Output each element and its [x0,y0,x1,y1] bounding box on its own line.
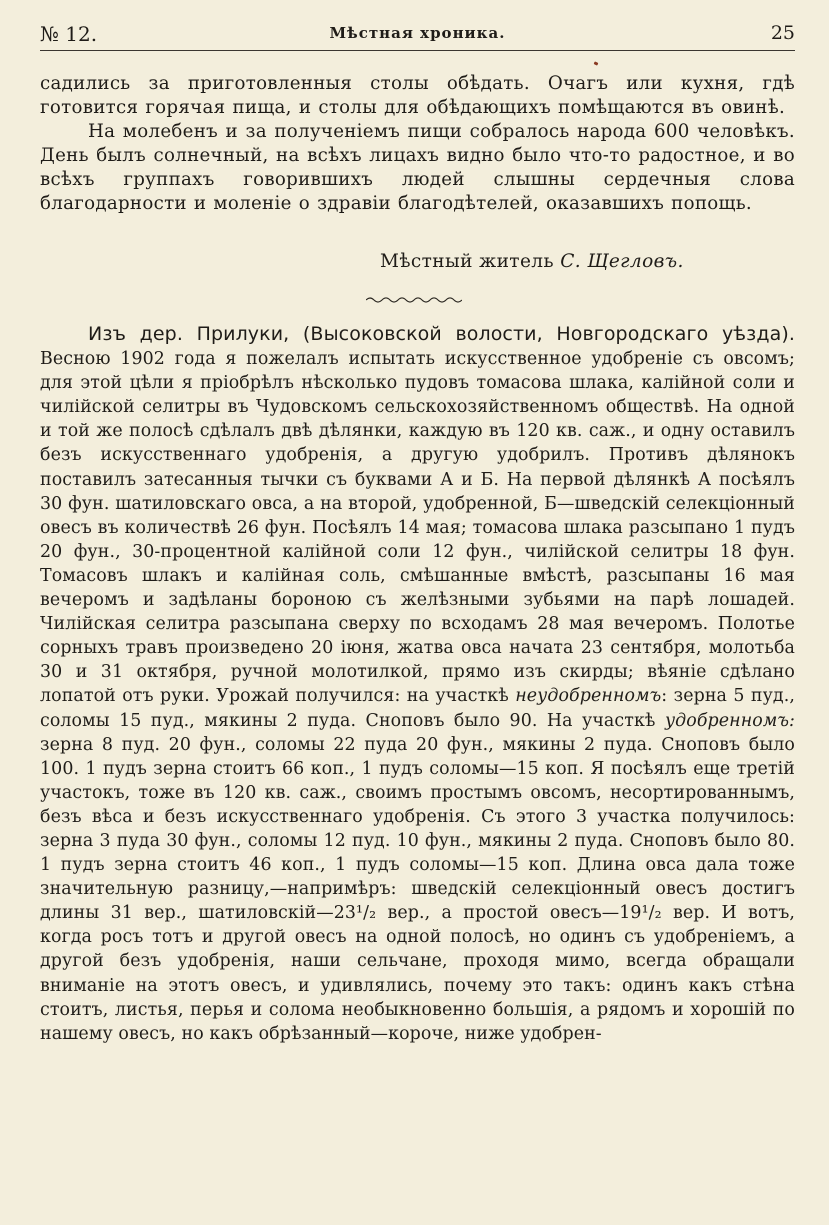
paragraph-2: На молебенъ и за полученіемъ пищи собралось народа 600 человѣкъ. День былъ солнечный, на всѣхъ лицахъ видно было что-то радостное, и во всѣхъ группахъ говорившихъ людей слышны сердечныя слова благодарности и моленіе о здравіи благодѣтелей, оказавшихъ попощь. [40,121,795,215]
running-header [40,18,795,51]
body-text-3: зерна 8 пуд. 20 фун., соломы 22 пуда 20 фун., мякины 2 пуда. Сноповъ было 100. 1 пудъ зерна стоитъ 66 коп., 1 пудъ соломы—15 коп. Я посѣялъ еще третій участокъ, тоже въ 120 кв. саж., своимъ простымъ овсомъ, несортированнымъ, безъ вѣса и безъ искусственнаго удобренія. Съ этого 3 участка получилось: зерна 3 пуда 30 фун., соломы 12 пуд. 10 фун., мякины 2 пуда. Сноповъ было 80. 1 пудъ зерна стоитъ 46 коп., 1 пудъ соломы—15 коп. Длина овса дала тоже значительную разницу,—напримѣръ: шведскій селекціонный овесъ достигъ длины 31 вер., шатиловскій—23¹/₂ вер., а простой овесъ—19¹/₂ вер. И вотъ, когда росъ тотъ и другой овесъ на одной полосѣ, но одинъ съ удобреніемъ, а другой безъ удобренія, наши сельчане, проходя мимо, всегда обращали вниманіе на этотъ овесъ, и удивлялись, почему это такъ: одинъ какъ стѣна стоитъ, листья, перья и солома необыкновенно большія, а рядомъ и хорошій по нашему овесъ, но какъ обрѣзанный—короче, ниже удобрен- [40,734,795,1044]
paragraph-1: садились за приготовленныя столы обѣдать. Очагъ или кухня, гдѣ готовится горячая пища, и столы для обѣдающихъ помѣщаются въ овинѣ. [40,73,795,119]
body-text-2: : зерна 5 пуд., соломы 15 пуд., мякины 2 пуда. Сноповъ было 90. На участкѣ [40,686,795,731]
ink-speck [594,61,599,65]
article-body [40,322,795,1046]
body-text-1: Весною 1902 года я пожелалъ испытать искусственное удобреніе съ овсомъ; для этой цѣли я пріобрѣлъ нѣсколько пудовъ томасова шлака, калійной соли и чилійской селитры въ Чудовскомъ сельскохозяйственномъ обществѣ. На одной и той же полосѣ сдѣлалъ двѣ дѣлянки, каждую въ 120 кв. саж., и одну оставилъ безъ искусственнаго удобренія, а другую удобрилъ. Противъ дѣлянокъ поставилъ затесанныя тычки съ буквами А и Б. На первой дѣлянкѣ А посѣялъ 30 фун. шатиловскаго овса, а на второй, удобренной, Б—шведскій селекціонный овесъ въ количествѣ 26 фун. Посѣялъ 14 мая; томасова шлака разсыпано 1 пудъ 20 фун., 30-процентной калійной соли 12 фун., чилійской селитры 18 фун. Томасовъ шлакъ и калійная соль, смѣшанные вмѣстѣ, разсыпаны 16 мая вечеромъ и задѣланы бороною съ желѣзными зубьями на парѣ лошадей. Чилійская селитра разсыпана сверху по всходамъ 28 мая вечеромъ. Полотье сорныхъ травъ произведено 20 іюня, жатва овса начата 23 сентября, молотьба 30 и 31 октября, ручной молотилкой, прямо изъ скирды; вѣяніе сдѣлано лопатой отъ руки. Урожай получился: на участкѣ [40,349,795,707]
article-prilukі [40,322,795,1046]
signature-name: С. Щегловъ. [560,251,684,272]
article-title: Изъ дер. Прилуки, (Высоковской волости, Новгородскаго уѣзда). [88,323,795,345]
emphasis-fertilized: удобренномъ: [664,710,796,731]
article-continuation [40,72,795,217]
section-divider-ornament [366,296,462,304]
emphasis-unfertilized: неудобренномъ [515,686,662,707]
section-title: Мѣстная хроника. [329,24,506,42]
signature [380,251,684,272]
page-number: 25 [770,22,795,44]
signature-label: Мѣстный житель [380,251,554,272]
issue-number: № 12. [40,22,98,46]
